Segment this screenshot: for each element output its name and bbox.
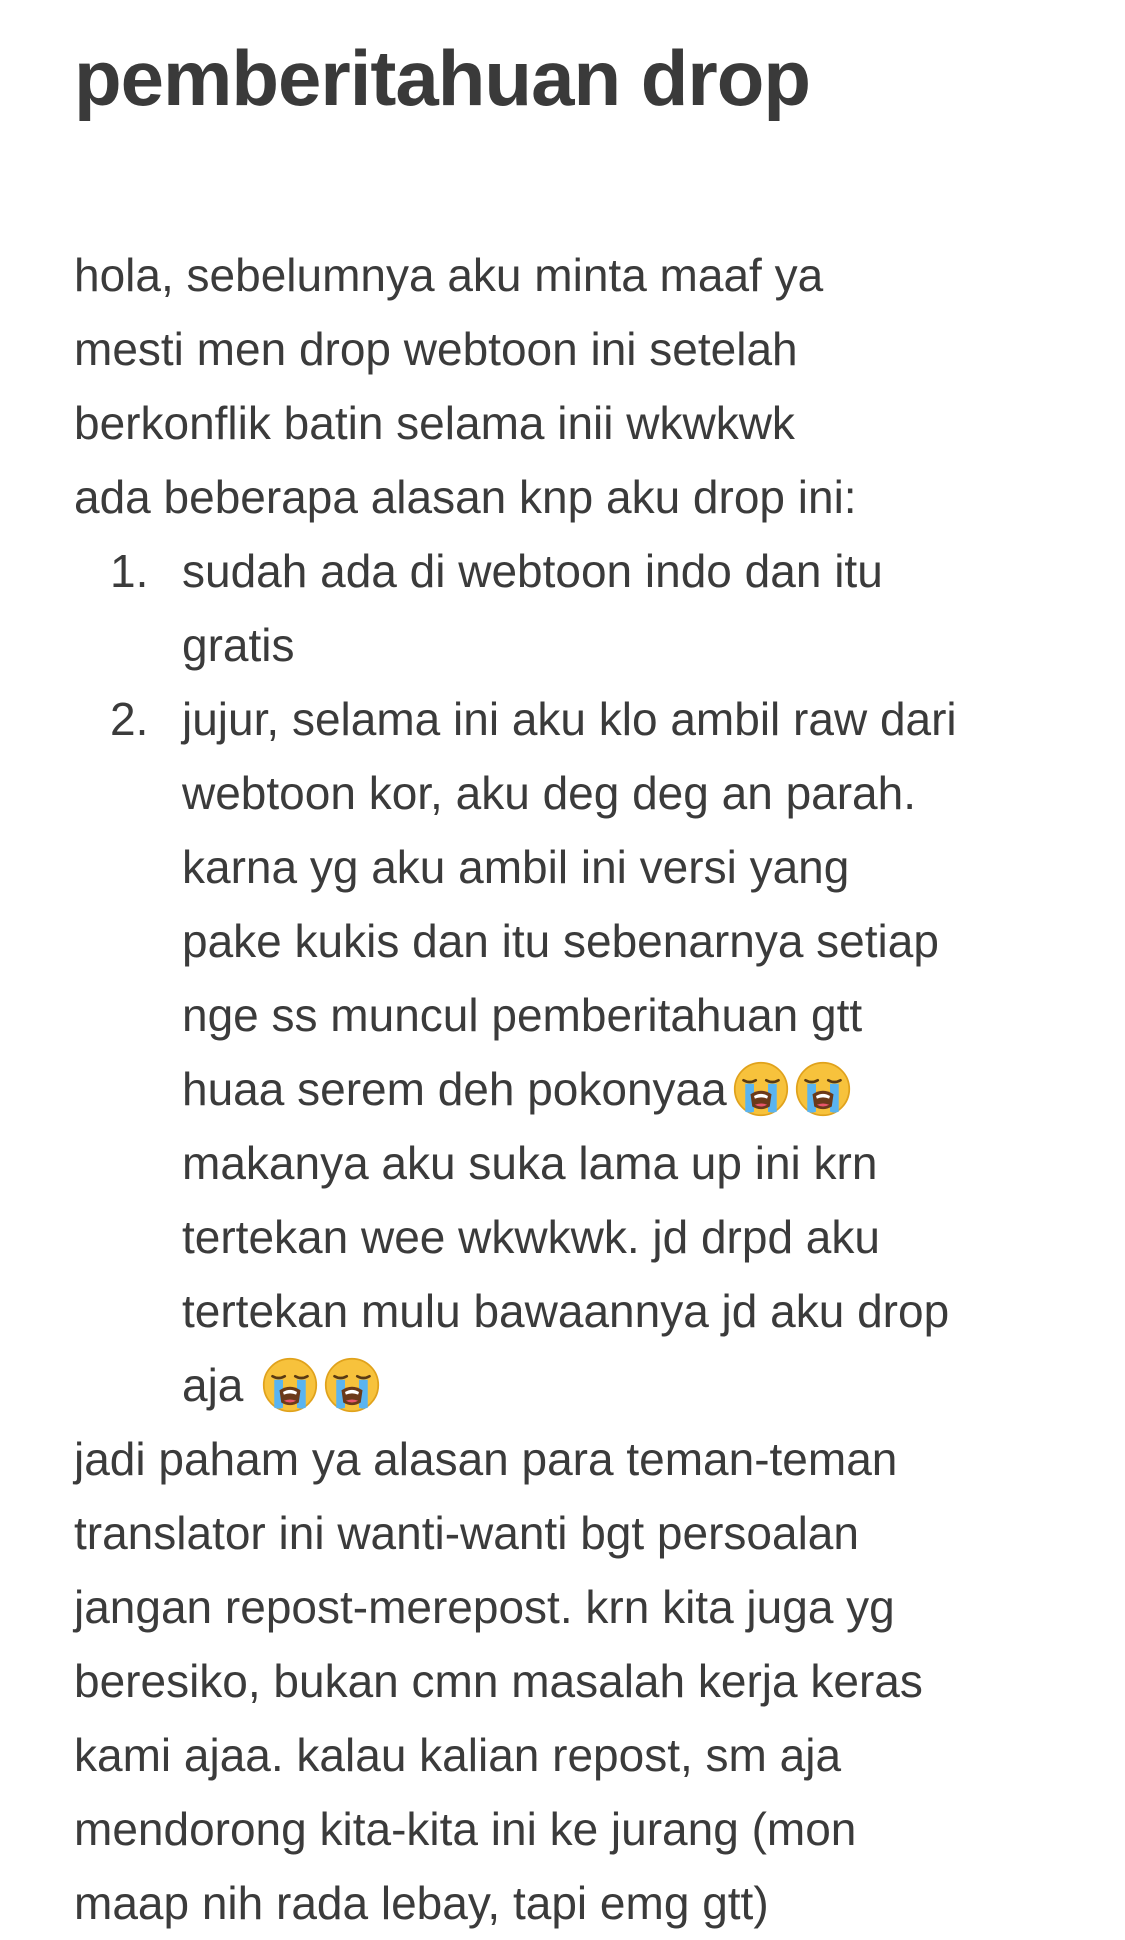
loudly-crying-face-icon xyxy=(733,1061,789,1117)
note-title: pemberitahuan drop xyxy=(74,34,811,122)
list-number: 1. xyxy=(110,545,149,597)
list-line-text: huaa serem deh pokonyaa xyxy=(182,1063,727,1115)
reasons-list xyxy=(74,534,1074,1422)
body-line: mesti men drop webtoon ini setelah xyxy=(74,323,798,375)
list-line: karna yg aku ambil ini versi yang xyxy=(182,841,850,893)
body-line: kami ajaa. kalau kalian repost, sm aja xyxy=(74,1729,842,1781)
list-number: 2. xyxy=(110,693,149,745)
list-line: sudah ada di webtoon indo dan itu xyxy=(182,545,883,597)
list-line-with-emoji xyxy=(182,1348,1074,1422)
list-line: makanya aku suka lama up ini krn xyxy=(182,1137,878,1189)
list-line: tertekan mulu bawaannya jd aku drop xyxy=(182,1285,950,1337)
body-line: mendorong kita-kita ini ke jurang (mon xyxy=(74,1803,857,1855)
list-line-with-emoji xyxy=(182,1052,1074,1126)
list-line: gratis xyxy=(182,619,295,671)
body-line: beresiko, bukan cmn masalah kerja keras xyxy=(74,1655,923,1707)
list-item xyxy=(74,682,1074,1422)
body-line: maap nih rada lebay, tapi emg gtt) xyxy=(74,1877,769,1929)
body-line: jadi paham ya alasan para teman-teman xyxy=(74,1433,898,1485)
list-line-text: aja xyxy=(182,1359,244,1411)
list-line: nge ss muncul pemberitahuan gtt xyxy=(182,989,863,1041)
body-line: jangan repost-merepost. krn kita juga yg xyxy=(74,1581,895,1633)
list-line: pake kukis dan itu sebenarnya setiap xyxy=(182,915,939,967)
body-line: berkonflik batin selama inii wkwkwk xyxy=(74,397,795,449)
list-line: tertekan wee wkwkwk. jd drpd aku xyxy=(182,1211,880,1263)
list-line: jujur, selama ini aku klo ambil raw dari xyxy=(182,693,957,745)
list-line: webtoon kor, aku deg deg an parah. xyxy=(182,767,917,819)
list-item xyxy=(74,534,1074,682)
body-line: translator ini wanti-wanti bgt persoalan xyxy=(74,1507,859,1559)
loudly-crying-face-icon xyxy=(324,1357,380,1413)
note-page xyxy=(74,28,1074,1940)
loudly-crying-face-icon xyxy=(795,1061,851,1117)
body-line: ada beberapa alasan knp aku drop ini: xyxy=(74,471,857,523)
body-line: hola, sebelumnya aku minta maaf ya xyxy=(74,249,824,301)
loudly-crying-face-icon xyxy=(262,1357,318,1413)
note-body xyxy=(74,238,1074,1940)
